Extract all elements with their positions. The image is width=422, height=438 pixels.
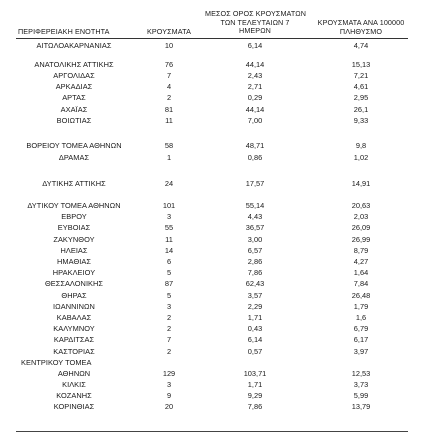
- rate-cell: 6,79: [353, 324, 369, 333]
- average-cell: 7,00: [247, 116, 263, 125]
- header-rate-line-1: ΚΡΟΥΣΜΑΤΑ ΑΝΑ 100000: [317, 18, 405, 27]
- rate-cell: 14,91: [351, 179, 371, 188]
- table-row: [0, 334, 422, 345]
- table-row: [0, 379, 422, 390]
- region-cell: ΗΛΕΙΑΣ: [60, 246, 88, 255]
- average-cell: 1,71: [247, 313, 263, 322]
- cases-cell: 58: [164, 141, 174, 150]
- region-cell: ΑΡΚΑΔΙΑΣ: [55, 82, 93, 91]
- average-cell: 6,14: [247, 335, 263, 344]
- region-cell: ΑΧΑΪΑΣ: [60, 105, 88, 114]
- cases-cell: 6: [166, 257, 172, 266]
- average-cell: 2,86: [247, 257, 263, 266]
- cases-cell: 14: [164, 246, 174, 255]
- table-row: [0, 40, 422, 51]
- table-row: [0, 346, 422, 357]
- region-cell: ΑΙΤΩΛΟΑΚΑΡΝΑΝΙΑΣ: [36, 41, 112, 50]
- cases-cell: 3: [166, 212, 172, 221]
- cases-cell: 87: [164, 279, 174, 288]
- header-avg-line-3: ΗΜΕΡΩΝ: [239, 26, 271, 36]
- region-cell: ΚΑΡΔΙΤΣΑΣ: [53, 335, 95, 344]
- average-cell: 3,00: [247, 235, 263, 244]
- average-cell: 0,29: [247, 93, 263, 102]
- table-row: [0, 278, 422, 289]
- table-row: [0, 323, 422, 334]
- region-cell: ΔΥΤΙΚΗΣ ΑΤΤΙΚΗΣ: [42, 179, 106, 188]
- table-row: [0, 140, 422, 151]
- table-row: [0, 104, 422, 115]
- cases-cell: 4: [166, 82, 172, 91]
- header-avg-line-1: ΜΕΣΟΣ ΟΡΟΣ ΚΡΟΥΣΜΑΤΩΝ: [205, 9, 307, 18]
- rate-cell: 26,99: [351, 235, 371, 244]
- table-row: [0, 70, 422, 81]
- average-cell: 9,29: [247, 391, 263, 400]
- table-row: [0, 256, 422, 267]
- rate-cell: 7,84: [353, 279, 369, 288]
- rate-cell: 4,27: [353, 257, 369, 266]
- average-cell: 3,57: [247, 291, 263, 300]
- rate-cell: 15,13: [351, 60, 371, 69]
- average-cell: 7,86: [247, 268, 263, 277]
- region-cell: ΒΟΙΩΤΙΑΣ: [56, 116, 92, 125]
- cases-cell: 101: [162, 201, 176, 210]
- region-cell: ΑΘΗΝΩΝ: [57, 369, 91, 378]
- table-row: [0, 222, 422, 233]
- rate-cell: 1,64: [353, 268, 369, 277]
- average-cell: 4,43: [247, 212, 263, 221]
- table-row: [0, 152, 422, 163]
- average-cell: 44,14: [245, 60, 265, 69]
- cases-cell: 3: [166, 380, 172, 389]
- region-cell: ΗΡΑΚΛΕΙΟΥ: [52, 268, 96, 277]
- rate-cell: 2,03: [353, 212, 369, 221]
- average-cell: 2,43: [247, 71, 263, 80]
- average-cell: 0,86: [247, 153, 263, 162]
- cases-cell: 2: [166, 347, 172, 356]
- cases-cell: 76: [164, 60, 174, 69]
- cases-cell: 3: [166, 302, 172, 311]
- region-cell: ΔΥΤΙΚΟΥ ΤΟΜΕΑ ΑΘΗΝΩΝ: [27, 201, 121, 210]
- rate-cell: 3,73: [353, 380, 369, 389]
- table-row: [0, 312, 422, 323]
- rate-cell: 1,6: [355, 313, 367, 322]
- region-cell: ΚΙΛΚΙΣ: [62, 380, 86, 389]
- region-cell: ΚΑΒΑΛΑΣ: [56, 313, 92, 322]
- average-cell: 17,57: [245, 179, 265, 188]
- table-row: [0, 267, 422, 278]
- average-cell: 2,29: [247, 302, 263, 311]
- header-avg-line-2: ΤΩΝ ΤΕΛΕΥΤΑΙΩΝ 7: [220, 17, 290, 27]
- table-row: [0, 301, 422, 312]
- rate-cell: 3,97: [353, 347, 369, 356]
- rate-cell: 26,48: [351, 291, 371, 300]
- region-cell: ΔΡΑΜΑΣ: [58, 153, 90, 162]
- table-row: [0, 211, 422, 222]
- table-row: [0, 81, 422, 92]
- region-cell: ΑΡΤΑΣ: [62, 93, 86, 102]
- header-region: ΠΕΡΙΦΕΡΕΙΑΚΗ ΕΝΟΤΗΤΑ: [18, 27, 110, 36]
- region-cell: ΚΕΝΤΡΙΚΟΥ ΤΟΜΕΑ: [21, 358, 92, 367]
- average-cell: 62,43: [245, 279, 265, 288]
- rate-cell: 2,95: [353, 93, 369, 102]
- table-row: [0, 92, 422, 103]
- table-row: [0, 368, 422, 379]
- average-cell: 6,57: [247, 246, 263, 255]
- region-cell: ΚΑΛΥΜΝΟΥ: [53, 324, 95, 333]
- average-cell: 1,71: [247, 380, 263, 389]
- cases-cell: 11: [165, 116, 173, 125]
- table-row: [0, 115, 422, 126]
- cases-cell: 5: [166, 268, 172, 277]
- region-cell: ΚΟΖΑΝΗΣ: [56, 391, 92, 400]
- region-cell: ΕΒΡΟΥ: [61, 212, 87, 221]
- cases-cell: 1: [166, 153, 172, 162]
- header-rate-line-2: ΠΛΗΘΥΣΜΟ: [339, 26, 383, 36]
- table-row: [0, 357, 422, 368]
- region-cell: ΑΡΓΟΛΙΔΑΣ: [53, 71, 95, 80]
- cases-cell: 9: [166, 391, 172, 400]
- cases-cell: 55: [164, 223, 174, 232]
- region-cell: ΙΩΑΝΝΙΝΩΝ: [53, 302, 95, 311]
- rate-cell: 12,53: [351, 369, 371, 378]
- average-cell: 103,71: [243, 369, 267, 378]
- cases-cell: 5: [166, 291, 172, 300]
- cases-cell: 11: [165, 235, 173, 244]
- cases-cell: 129: [162, 369, 176, 378]
- header-cases: ΚΡΟΥΣΜΑΤΑ: [147, 27, 191, 36]
- table-row: [0, 234, 422, 245]
- average-cell: 55,14: [245, 201, 265, 210]
- region-cell: ΖΑΚΥΝΘΟΥ: [53, 235, 95, 244]
- cases-cell: 7: [166, 71, 172, 80]
- table-row: [0, 245, 422, 256]
- average-cell: 6,14: [247, 41, 263, 50]
- rate-cell: 20,63: [351, 201, 371, 210]
- region-cell: ΗΜΑΘΙΑΣ: [57, 257, 91, 266]
- rate-cell: 4,61: [353, 82, 369, 91]
- average-cell: 36,57: [245, 223, 265, 232]
- rate-cell: 26,09: [351, 223, 371, 232]
- cases-cell: 2: [166, 313, 172, 322]
- rate-cell: 26,1: [353, 105, 369, 114]
- average-cell: 0,43: [247, 324, 263, 333]
- rate-cell: 13,79: [351, 402, 371, 411]
- rate-cell: 1,79: [353, 302, 369, 311]
- average-cell: 2,71: [247, 82, 263, 91]
- cases-cell: 24: [164, 179, 174, 188]
- rate-cell: 1,02: [353, 153, 369, 162]
- average-cell: 0,57: [247, 347, 263, 356]
- cases-cell: 10: [164, 41, 174, 50]
- rate-cell: 9,8: [355, 141, 367, 150]
- region-cell: ΑΝΑΤΟΛΙΚΗΣ ΑΤΤΙΚΗΣ: [34, 60, 114, 69]
- table-row: [0, 59, 422, 70]
- table-bottom-border: [16, 431, 408, 432]
- rate-cell: 7,21: [353, 71, 369, 80]
- cases-cell: 7: [166, 335, 172, 344]
- table-row: [0, 178, 422, 189]
- region-cell: ΘΗΡΑΣ: [61, 291, 87, 300]
- cases-cell: 2: [166, 93, 172, 102]
- cases-cell: 20: [164, 402, 174, 411]
- region-cell: ΚΑΣΤΟΡΙΑΣ: [53, 347, 95, 356]
- average-cell: 7,86: [247, 402, 263, 411]
- table-row: [0, 290, 422, 301]
- average-cell: 48,71: [245, 141, 265, 150]
- table-row: [0, 390, 422, 401]
- rate-cell: 6,17: [353, 335, 369, 344]
- cases-cell: 2: [166, 324, 172, 333]
- region-cell: ΚΟΡΙΝΘΙΑΣ: [53, 402, 95, 411]
- region-cell: ΕΥΒΟΙΑΣ: [57, 223, 91, 232]
- region-cell: ΘΕΣΣΑΛΟΝΙΚΗΣ: [44, 279, 104, 288]
- rate-cell: 4,74: [353, 41, 369, 50]
- region-cell: ΒΟΡΕΙΟΥ ΤΟΜΕΑ ΑΘΗΝΩΝ: [26, 141, 122, 150]
- average-cell: 44,14: [245, 105, 265, 114]
- table-row: [0, 401, 422, 412]
- rate-cell: 9,33: [353, 116, 369, 125]
- cases-cell: 81: [164, 105, 174, 114]
- rate-cell: 8,79: [353, 246, 369, 255]
- rate-cell: 5,99: [353, 391, 369, 400]
- table-row: [0, 200, 422, 211]
